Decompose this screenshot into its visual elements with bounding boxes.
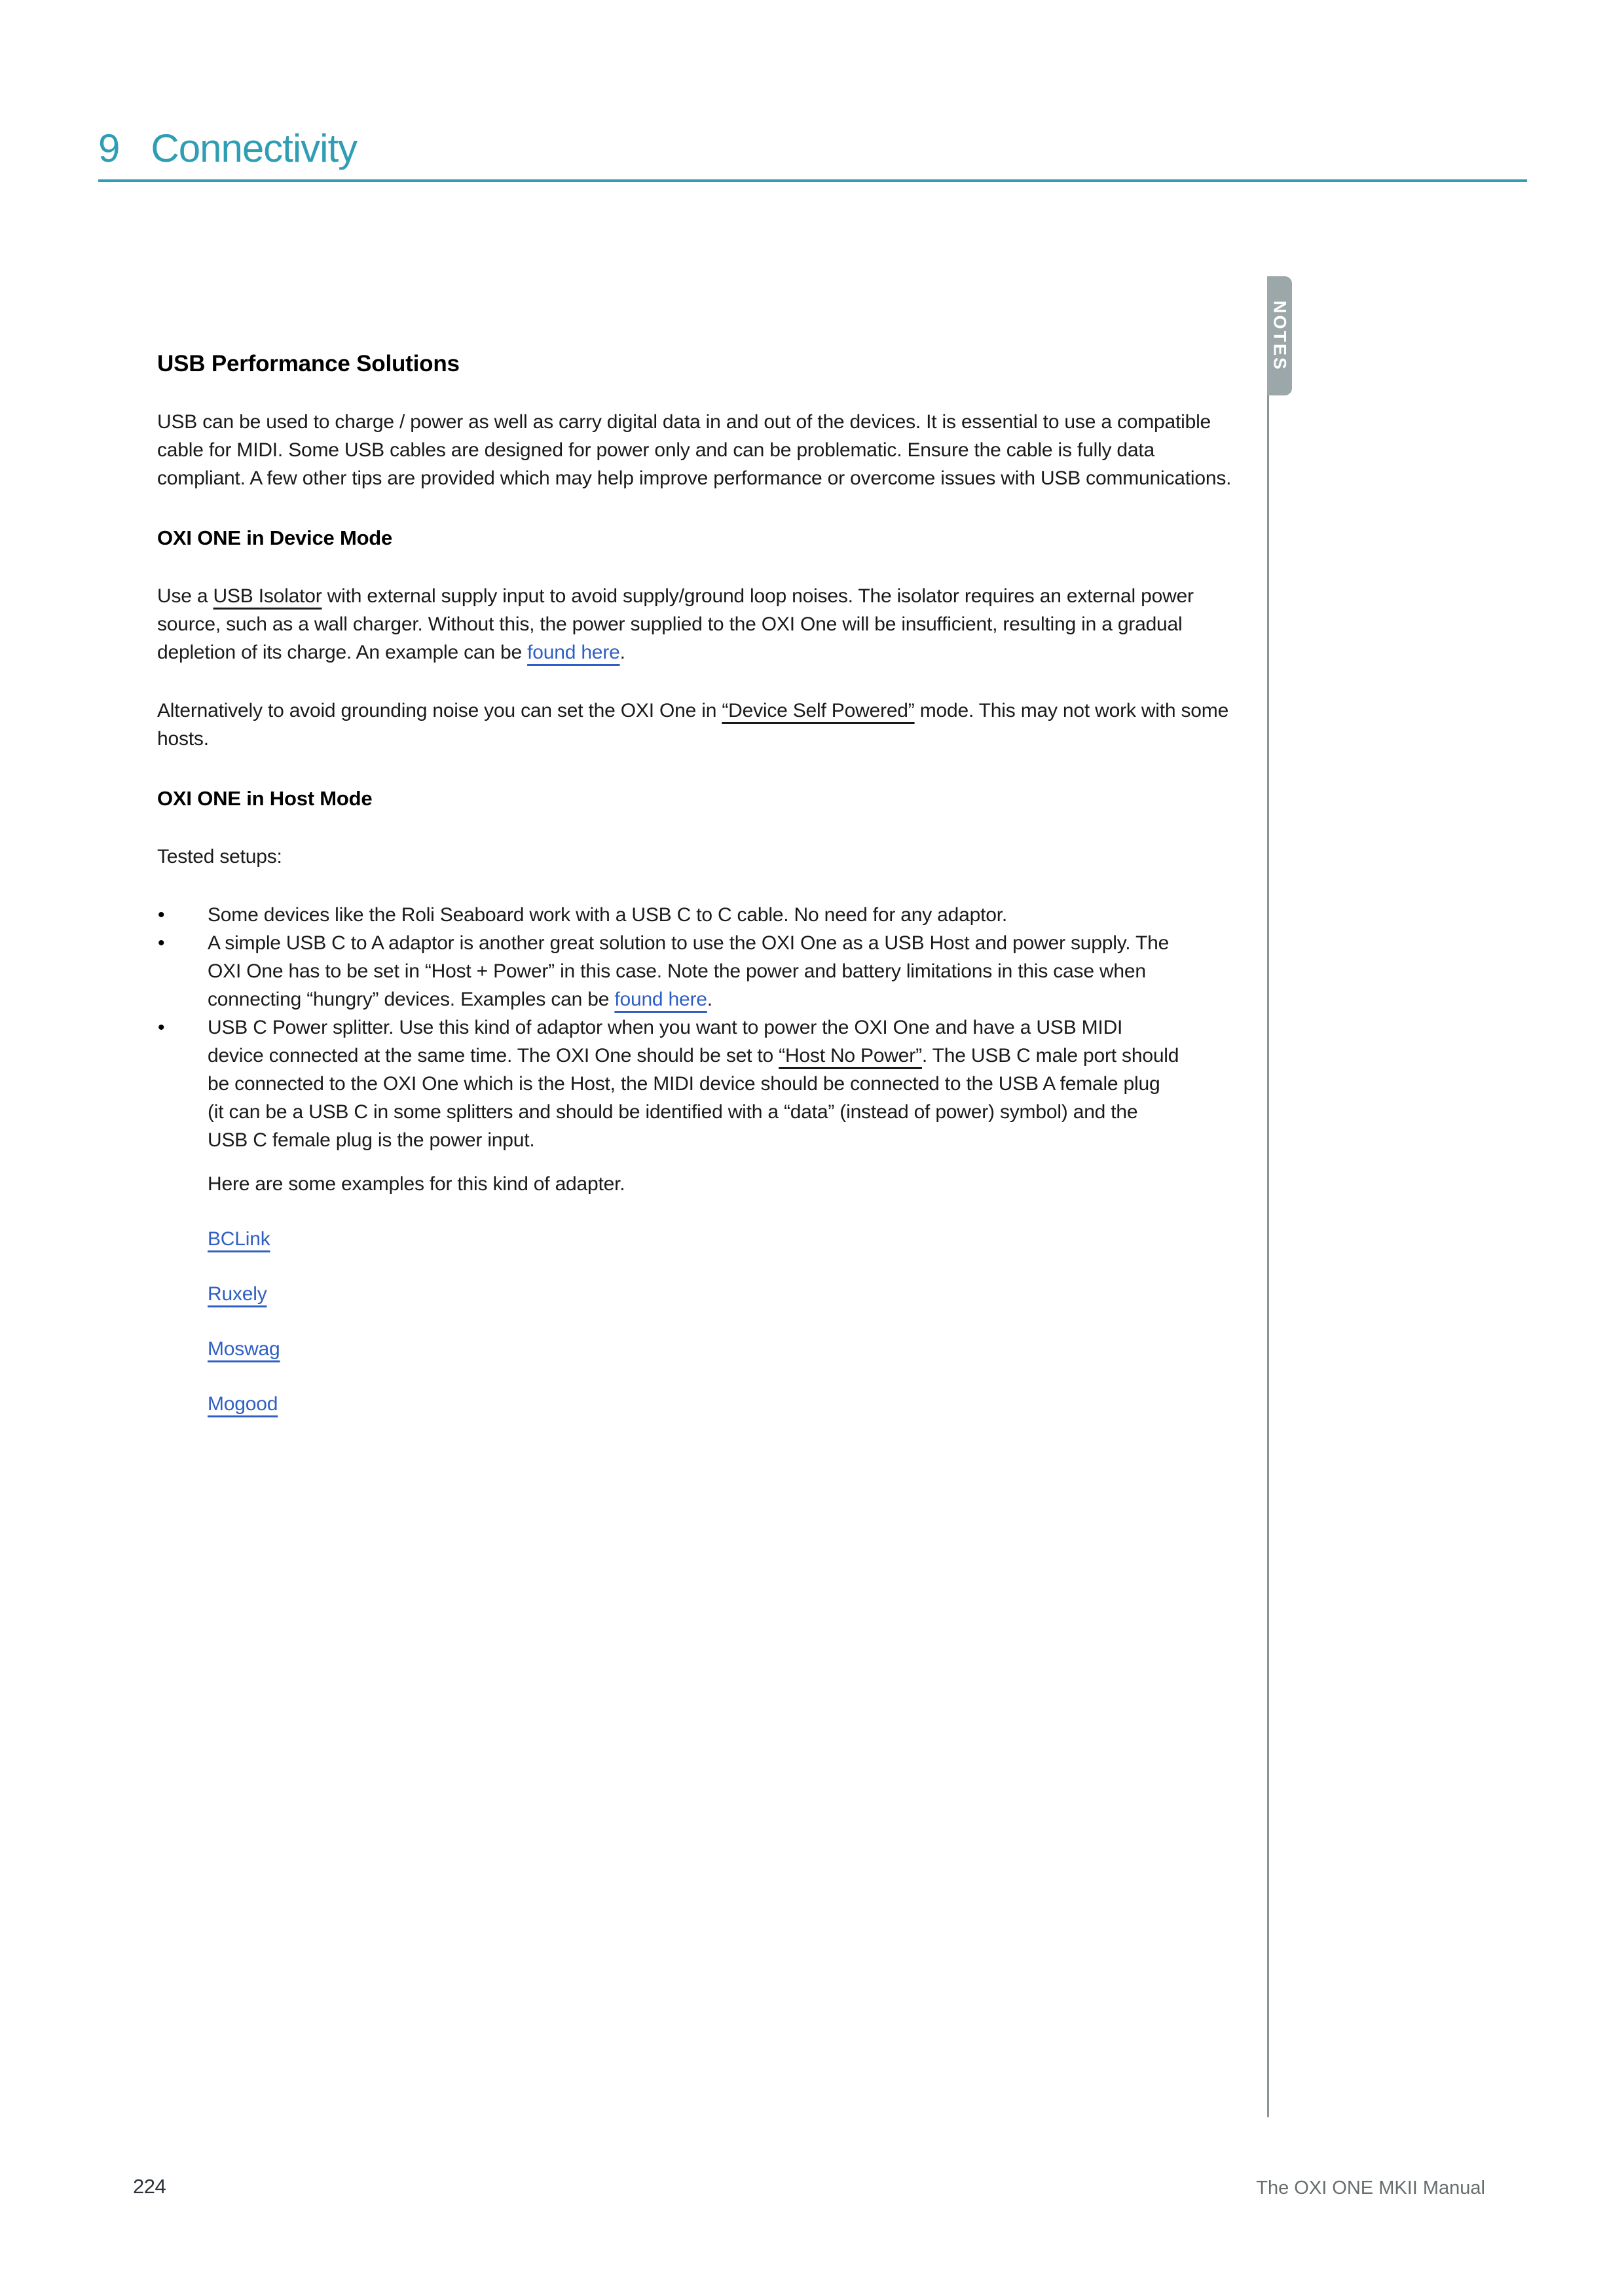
found-here-link-host[interactable]: found here bbox=[614, 989, 707, 1010]
intro-paragraph: USB can be used to charge / power as well as carry digital data in and out of the devices. It is essential to use a compatible cable for MIDI. Some USB cables are designed for power only and can be problematic. Ensure the cable is fully data compliant. A few other tips are provided which may help improve performance or overcome issues with USB communications. bbox=[157, 411, 1232, 489]
notes-vertical-rule bbox=[1267, 395, 1269, 2117]
adapter-link-mogood[interactable]: Mogood bbox=[208, 1393, 278, 1415]
found-here-link-device[interactable]: found here bbox=[527, 642, 620, 663]
tested-setups-list bbox=[157, 901, 1181, 1154]
text-segment: USB C Power splitter. Use this kind of adaptor when you want to power the OXI One and have a USB MIDI device connected at the same time. The OXI One should be set to bbox=[208, 1017, 1123, 1066]
host-mode-heading: OXI ONE in Host Mode bbox=[157, 787, 373, 810]
list-item bbox=[157, 929, 1181, 1013]
text-segment: . The USB C male port should be connected to the OXI One which is the Host, the MIDI device should be connected to the USB A female plug (it can be a USB C in some splitters and should be identified with a “data” (instead of power) symbol) and the USB C female plug is the power input. bbox=[208, 1045, 1179, 1151]
examples-intro: Here are some examples for this kind of adapter. bbox=[208, 1173, 625, 1195]
footer-manual-title: The OXI ONE MKII Manual bbox=[1256, 2178, 1485, 2198]
host-no-power-ref[interactable]: “Host No Power” bbox=[779, 1045, 922, 1066]
text-segment: Some devices like the Roli Seaboard work with a USB C to C cable. No need for any adaptor. bbox=[208, 904, 1007, 926]
adapter-link-moswag[interactable]: Moswag bbox=[208, 1338, 280, 1360]
list-item bbox=[157, 901, 1181, 929]
chapter-title bbox=[98, 128, 357, 169]
adapter-link-row bbox=[208, 1280, 1234, 1308]
tested-setups-label: Tested setups: bbox=[157, 846, 282, 867]
chapter-title-text: Connectivity bbox=[151, 126, 358, 170]
chapter-header bbox=[98, 128, 357, 169]
text-segment: Use a bbox=[157, 585, 213, 607]
adapter-link-bclink[interactable]: BCLink bbox=[208, 1228, 270, 1250]
device-mode-paragraph-2 bbox=[157, 697, 1234, 753]
device-self-powered-ref[interactable]: “Device Self Powered” bbox=[722, 700, 915, 721]
adapter-link-row bbox=[208, 1225, 1234, 1253]
text-segment: mode. This may not work with some hosts. bbox=[157, 700, 1229, 750]
adapter-link-ruxely[interactable]: Ruxely bbox=[208, 1283, 267, 1305]
device-mode-paragraph-1 bbox=[157, 582, 1234, 666]
notes-side-tab[interactable] bbox=[1267, 276, 1292, 395]
footer-page-number: 224 bbox=[133, 2175, 166, 2198]
list-item bbox=[157, 1013, 1181, 1154]
text-segment: . bbox=[619, 642, 625, 663]
text-segment: Alternatively to avoid grounding noise you can set the OXI One in bbox=[157, 700, 722, 721]
text-segment: A simple USB C to A adaptor is another great solution to use the OXI One as a USB Host and power supply. The OXI One has to be set in “Host + Power” in this case. Note the power and battery limitations in this case when connecting “hungry” devices. Examples can be bbox=[208, 932, 1170, 1010]
usb-isolator-link[interactable]: USB Isolator bbox=[213, 585, 322, 607]
section-heading: USB Performance Solutions bbox=[157, 351, 460, 376]
adapter-link-row bbox=[208, 1390, 1234, 1418]
adapter-link-row bbox=[208, 1335, 1234, 1363]
text-segment: . bbox=[707, 989, 712, 1010]
chapter-number: 9 bbox=[98, 126, 120, 170]
device-mode-heading: OXI ONE in Device Mode bbox=[157, 526, 393, 549]
text-segment: with external supply input to avoid supply/ground loop noises. The isolator requires an external power source, such as a wall charger. Without this, the power supplied to the OXI One will be insufficient, resulting in a gradual depletion of its charge. An example can be bbox=[157, 585, 1194, 663]
notes-tab-label: NOTES bbox=[1270, 300, 1290, 371]
chapter-title-rule bbox=[98, 179, 1527, 182]
main-content bbox=[157, 350, 1234, 1418]
